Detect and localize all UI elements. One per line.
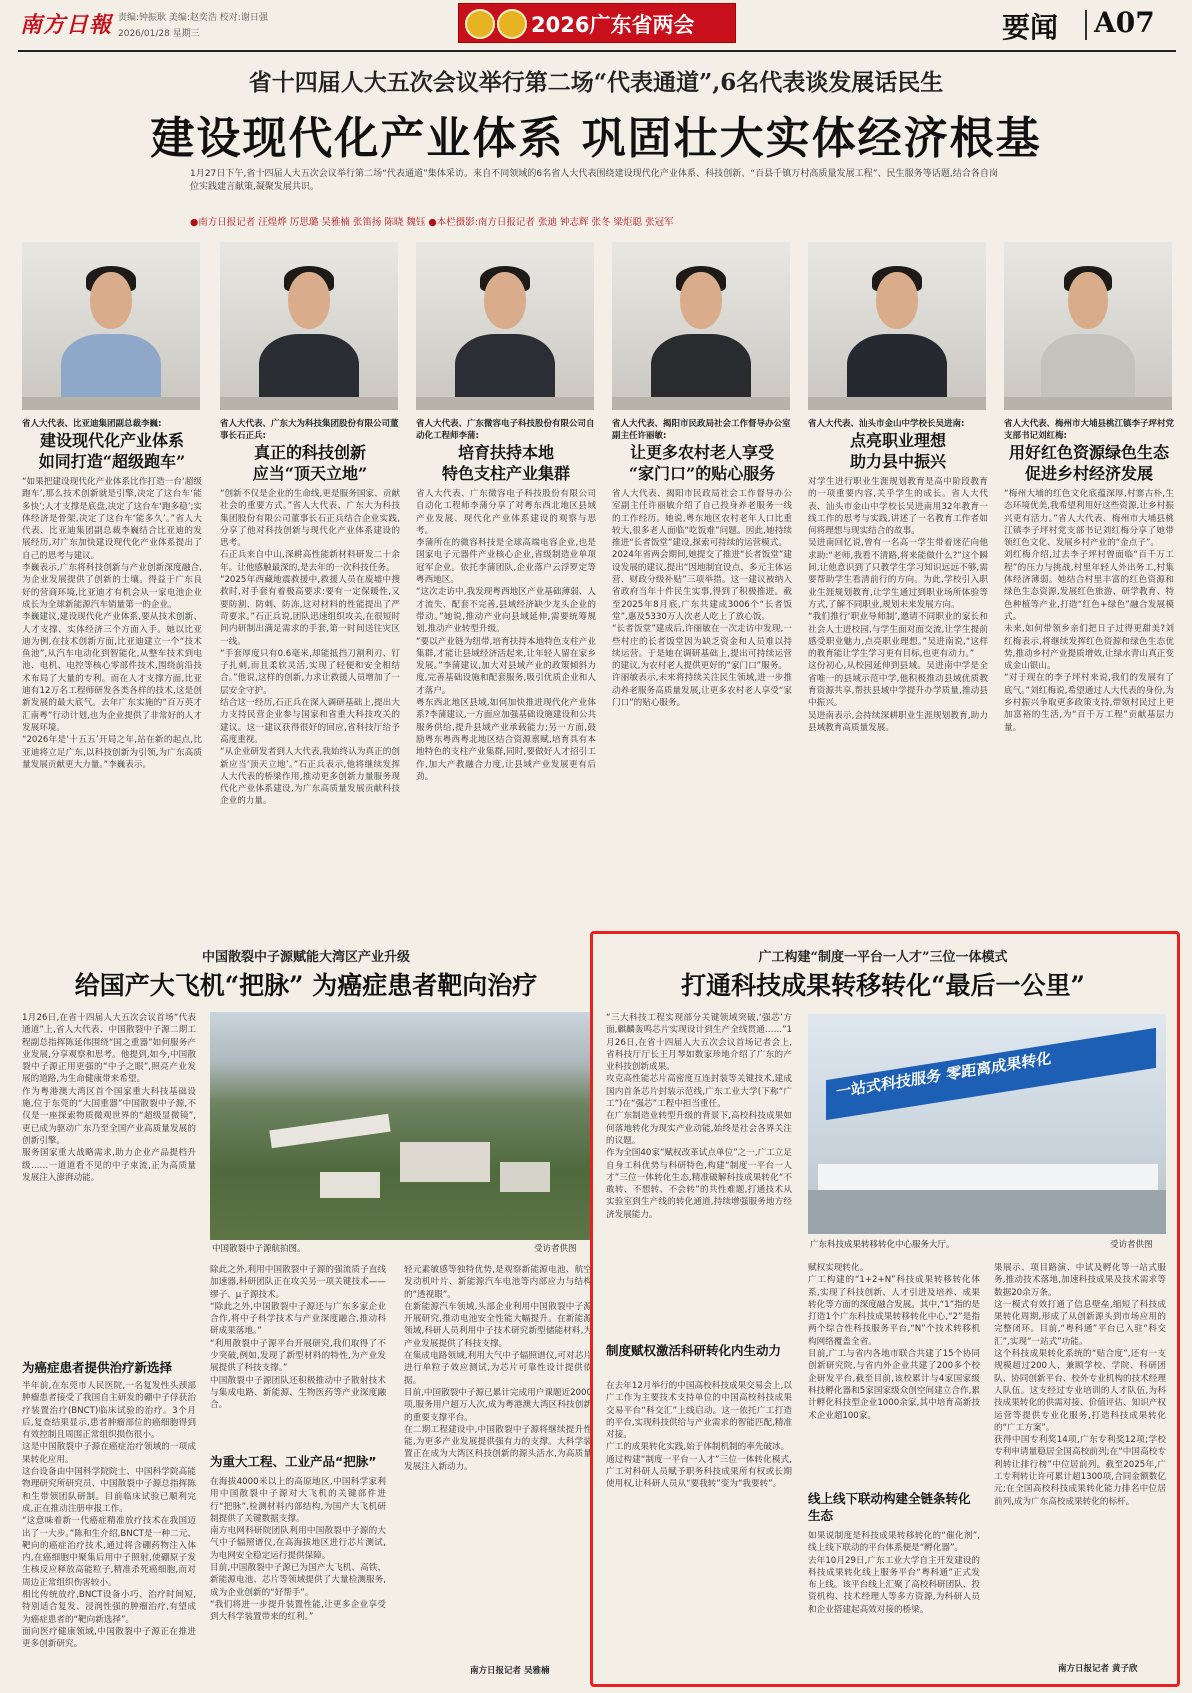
right-story-kicker: 广工构建“制度一平台一人才”三位一体模式 <box>758 950 1008 965</box>
page-number: A07 <box>1094 6 1155 39</box>
left-story-byline: 南方日报记者 吴雅楠 <box>470 1666 550 1676</box>
left-story-subhead: 为癌症患者提供治疗新选择 <box>22 1360 173 1375</box>
date-line: 2026/01/28 星期三 <box>118 29 200 39</box>
rep-label: 省人大代表、比亚迪集团副总裁李巍: <box>22 419 162 429</box>
emblem-icon <box>497 9 527 39</box>
facility-aerial-photo <box>210 1012 592 1240</box>
emblem-icon <box>465 9 495 39</box>
rep-label: 省人大代表、梅州市大埔县桃江镇李子坪村党支部书记刘红梅: <box>1004 419 1175 441</box>
rep-column <box>22 418 202 908</box>
right-story-body: 如果说制度是科技成果转移转化的“催化剂”,线上线下联动的平台体系便是“孵化器”。 去年10月29日,广东工业大学自主开发建设的科技成果转化线上服务平台“粤科通”正式发布上线。该平台线上汇聚了高校科研团队、投资机构、技术经理人等多方资源,为科研人员和企业搭建起高效对接的桥梁。 <box>808 1531 980 1615</box>
left-story-intro: 1月26日,在省十四届人大五次会议首场“代表通道”上,省人大代表、中国散裂中子源二期工程副总指挥陈延伟围绕“国之重器”如何服务产业发展,分享观察和思考。他提到,如今,中国散裂中子源正用更强的“中子之眼”,照亮产业发展的道路,为生命健康带来希望。 作为粤港澳大湾区首个国家重大科技基础设施,位于东莞的“大国重器”中国散裂中子源,不仅是一座探索物质微观世界的“超级显微镜”,更已成为驱动广东乃至全国产业高质量发展的创新引擎。 服务国家重大战略需求,助力企业产品提档升级……一道道看不见的中子束流,正为高质量发展注入澎湃动能。 <box>22 1013 196 1183</box>
rep-title: 应当“顶天立地” <box>252 464 368 483</box>
rep-body: 省人大代表、广东微容电子科技股份有限公司自动化工程师李蒲分享了对粤东西北地区县域产业发展、现代化产业体系建设的观察与思考。 李蒲所在的微容科技是全球高端电容企业,也是国家电子元器件产业核心企业,省级制造业单项冠军企业。依托李蒲团队,企业落户云浮罗定等粤西地区。 “这次走访中,我发现粤西地区产业基础薄弱、人才流失、配套不完善,县域经济缺少龙头企业的带动。”她说,推动产业向县域延伸,需要统筹规划,推动产业转型升级。 “要以产业链为纽带,培育扶持本地特色支柱产业集群,才能让县域经济活起来,让年轻人留在家乡发展。”李蒲建议,加大对县域产业的政策倾斜力度,完善基础设施和配套服务,吸引优质企业和人才落户。 粤东西北地区县域,如何加快推进现代化产业体系?李蒲建议,一方面应加强基础设施建设和公共服务供给,提升县域产业承载能力;另一方面,鼓励粤东粤西粤北地区结合资源禀赋,培育具有本地特色的支柱产业集群,同时,要做好人才招引工作,加大产教融合力度,让县域产业发展更有后劲。 <box>416 489 596 782</box>
right-story-body: 果展示、项目路演、中试及孵化等一站式服务,推动技术落地,加速科技成果及技术需求等数据20余万条。 这一模式有效打通了信息壁垒,缩短了科技成果转化周期,形成了从创新源头到市场应用的完整闭环。目前,“粤科通”平台已入驻“科交汇”,实现“一站式”功能。 这个科技成果转化系统的“贴合度”,还有一支规模超过200人、兼顾学校、学院、科研团队、协同创新平台、校外专业机构的技术经理人队伍。这支经过专业培训的人才队伍,为科技成果转化的供需对接、价值评估、知识产权运营等提供专业化服务,打造科技成果转化的“广工方案”。 获得中国专利奖14项,广东专利奖12项;学校专利申请量稳居全国高校前列;在“中国高校专利转让排行榜”中位居前列。截至2025年,广工专利转让许可累计超1300项,合同金额数亿元;在全国高校科技成果转化能力排名中位居前列,成为广东高校成果转化的标杆。 <box>994 1263 1166 1507</box>
rep-body: “如果把建设现代化产业体系比作打造一台‘超级跑车’,那么技术创新就是引擎,决定了这台车‘能多快’;人才支撑是底盘,决定了这台车‘跑多稳’;实体经济是骨架,决定了这台车‘能多久’。”省人大代表、比亚迪集团副总裁李巍结合比亚迪的发展经历,对广东加快建设现代化产业体系提出了自己的思考与建议。 李巍表示,广东将科技创新与产业创新深度融合,为企业发展提供了创新的土壤。得益于广东良好的营商环境,比亚迪才有机会从一家电池企业成长为全球新能源汽车销量第一的企业。 李巍建议,建设现代化产业体系,要从技术创新、人才支撑、实体经济三个方面入手。她以比亚迪为例,在技术创新方面,比亚迪建立一个“技术鱼池”,从汽车电动化到智能化,从整车技术到电池、电机、电控等核心零部件技术,围绕前沿技术布局了大量的专利。而在人才支撑方面,比亚迪有12万名工程师研发各类各样的技术,这是创新发展的最大底气。去年广东实施的“百万英才汇南粤”行动计划,也为企业提供了非常好的人才发展环境。 “2026年是‘十五五’开局之年,站在新的起点,比亚迪将立足广东,以科技创新为引领,为广东高质量发展贡献更大力量。”李巍表示。 <box>22 477 202 770</box>
rep-title: 如同打造“超级跑车” <box>38 452 186 471</box>
rep-label: 省人大代表、揭阳市民政局社会工作督导办公室副主任许丽敏: <box>612 419 791 441</box>
rep-title: 培育扶持本地 <box>457 443 554 462</box>
left-story-body: 除此之外,利用中国散裂中子源的强流质子直线加速器,科研团队正在攻关另一项关键技术——缪子、μ子源技术。 “除此之外,中国散裂中子源还与广东多家企业合作,将中子科学技术与产业深度融合,推动科研成果落地。” “利用散裂中子源平台开展研究,我们取得了不少突破,例如,发现了新型材料的特性,为产业发展提供了科技支撑。” 中国散裂中子源团队还积极推动中子散射技术与集成电路、新能源、生物医药等产业深度融合。 <box>210 1265 386 1411</box>
rep-body: “创新不仅是企业的生命线,更是服务国家、贡献社会的重要方式。”省人大代表、广东大为科技集团股份有限公司董事长石正兵结合企业实践,分享了他对科技创新与现代化产业体系建设的思考。 石正兵来自中山,深耕高性能新材料研发二十余年。让他感触最深的,是去年的一次科技任务。 “2025年西藏地震救援中,救援人员在废墟中搜救时,对手套有着极高要求:要有一定保暖性,又要防割、防刺、防冻,这对材料的性能提出了严苛要求。”石正兵说,团队迅速组织攻关,在很短时间内研制出满足需求的手套,第一时间送往灾区一线。 “手套厚度只有0.6毫米,却能抵挡刀割利刃、钉子扎刺,而且柔软灵活,实现了轻便和安全相结合。”他说,这样的创新,力求让救援人员增加了一层安全守护。 结合这一经历,石正兵在深入调研基础上,提出大力支持民营企业参与国家和省重大科技攻关的建议。这一建议获得很好的回应,省科技厅给予高度重视。 “从企业研发者到人大代表,我始终认为真正的创新应当‘顶天立地’。”石正兵表示,他将继续发挥人大代表的桥梁作用,推动更多创新力量服务现代化产业体系建设,为广东高质量发展贡献科技企业的力量。 <box>220 489 400 807</box>
rep-title: 促进乡村经济发展 <box>1024 464 1153 483</box>
right-story-body: 在去年12月举行的中国高校科技成果交易会上,以广工作为主要技术支持单位的中国高校科技成果交易平台“科交汇”上线启动。这一依托广工打造的平台,实现科技供给与产业需求的智能匹配,精准对接。 广工的成果转化实践,始于体制机制的率先破冰。 通过构建“制度一平台一人才”三位一体转化模式,广工对科研人员赋予职务科技成果所有权或长期使用权,让科研人员从“要我转”变为“我要转”。 <box>606 1381 792 1490</box>
rep-title: 特色支柱产业集群 <box>441 464 570 483</box>
rep-body: 省人大代表、揭阳市民政局社会工作督导办公室副主任许丽敏介绍了自己投身养老服务一线的工作经历。她说,粤东地区农村老年人口比重较大,很多老人面临“吃饭难”问题。因此,她持续推进“长者饭堂”建设,探索可持续的运营模式。 2024年省两会期间,她提交了推进“长者饭堂”建设发展的建议,提出“因地制宜设点、多元主体运营、财政分级补贴”三项举措。这一建议被纳入省政府当年十件民生实事,得到了积极推进。截至2025年8月底,广东共建成3006个“长者饭堂”,惠及5330万人次老人吃上了放心饭。 “长者饭堂”建成后,许丽敏在一次走访中发现,一些村庄的长者饭堂因为缺乏资金和人员难以持续运营。于是她在调研基础上,提出可持续运营的建议,为农村老人提供更好的“家门口”服务。 许丽敏表示,未来将持续关注民生领域,进一步推动养老服务高质量发展,让更多农村老人享受“家门口”的贴心服务。 <box>612 489 792 709</box>
lead-byline: ●南方日报记者 汪煌烨 厉思璐 吴雅楠 张笛扬 陈晓 魏钰 ●本栏摄影:南方日报记者 张迪 钟志辉 张冬 梁炬聪 张冠军 <box>190 217 674 228</box>
left-story-body: 半年前,在东莞市人民医院,一名复发性头颈部肿瘤患者接受了我国自主研发的硼中子俘获治疗装置治疗(BNCT)临床试验的治疗。3个月后,复查结果显示,患者肿瘤部位的癌细胞得到有效控制且周围正常组织损伤很小。 这是中国散裂中子源在癌症治疗领域的一项成果转化应用。 这台设备由中国科学院院士、中国科学院高能物理研究所研究员、中国散裂中子源总指挥陈和生带领团队研制。目前临床试验已顺利完成,正在推动注册申报工作。 “这意味着新一代癌症精准放疗技术在我国迈出了一大步。”陈和生介绍,BNCT是一种二元、靶向的癌症治疗技术,通过将含硼药物注入体内,在癌细胞中聚集后用中子照射,使硼原子发生核反应释放高能粒子,精准杀死癌细胞,而对周边正常组织伤害较小。 相比传统放疗,BNCT设备小巧、治疗时间短,特别适合复发、浸润性强的肿瘤治疗,有望成为癌症患者的“靶向新选择”。 面向医疗健康领域,中国散裂中子源正在推进更多创新研究。 <box>22 1381 196 1650</box>
photo-caption: 广东科技成果转移转化中心服务大厅。 <box>810 1240 955 1250</box>
rep-title: 用好红色资源绿色生态 <box>1008 443 1169 462</box>
rep-column <box>1004 418 1174 920</box>
lead-kicker: 省十四届人大五次会议举行第二场“代表通道”,6名代表谈发展话民生 <box>248 69 944 96</box>
portrait-photo <box>220 242 398 410</box>
right-story-subhead: 制度赋权激活科研转化内生动力 <box>606 1343 782 1358</box>
masthead-rule <box>18 50 1176 52</box>
left-story-kicker: 中国散裂中子源赋能大湾区产业升级 <box>201 950 410 965</box>
rep-title: 让更多农村老人享受 <box>629 443 774 462</box>
portrait-photo <box>612 242 790 410</box>
rep-column <box>808 418 988 908</box>
rep-label: 省人大代表、广东微容电子科技股份有限公司自动化工程师李蒲: <box>416 419 595 441</box>
right-story-byline: 南方日报记者 黄子欣 <box>1058 1664 1138 1674</box>
photo-caption: 中国散裂中子源航拍图。 <box>212 1244 306 1254</box>
portrait-photo <box>22 242 200 410</box>
portrait-photo <box>416 242 594 410</box>
rep-body: 对学生进行职业生涯规划教育是高中阶段教育的一项重要内容,关乎学生的成长。省人大代表、汕头市金山中学校长吴进南用32年教育一线工作的思考与实践,讲述了一名教育工作者如何将理想与现实结合的故事。 吴进南回忆说,曾有一名高一学生带着迷茫向他求助:“老师,我看不清路,将来能做什么?”这个瞬间,让他意识到了只教学生学习知识远远不够,需要帮助学生看清前行的方向。为此,学校引入职业生涯规划教育,让学生通过到职业场所体验等方式,了解不同职业,规划未来发展方向。 “我们推行‘职业导师制’,邀请不同职业的家长和社会人士进校园,与学生面对面交流,让学生提前感受职业魅力,点亮职业理想。”吴进南说,“这样的教育能让学生学习更有目标,也更有动力。” 这份初心,从校园延伸到县域。吴进南中学是全省唯一的县域示范中学,他积极推动县域优质教育资源共享,帮扶县域中学提升办学质量,推动县中振兴。 吴进南表示,会持续深耕职业生涯规划教育,助力县域教育高质量发展。 <box>808 477 988 733</box>
right-story-subhead: 线上线下联动构建全链条转化生态 <box>808 1491 971 1523</box>
editor-line: 责编:钟振耿 美编:赵奕浩 校对:谢日强 <box>118 13 268 23</box>
banner-text: 2026广东省两会 <box>531 13 695 37</box>
left-story-subhead: 为重大工程、工业产品“把脉” <box>210 1454 377 1469</box>
rep-column <box>612 418 792 920</box>
photo-credit: 受访者供图 <box>534 1244 577 1254</box>
photo-credit: 受访者供图 <box>1110 1240 1153 1250</box>
rep-column <box>220 418 400 920</box>
rep-label: 省人大代表、汕头市金山中学校长吴进南: <box>808 419 965 429</box>
service-hall-photo <box>808 1014 1166 1234</box>
right-story-body: 赋权实现转化。 广工构建的“1+2+N”科技成果转移转化体系,实现了科技创新、人才引进及培养、成果转化等方面的深度融合发展。其中,“1”指的是打造1个广东科技成果转移转化中心,“2”是指两个综合性科技服务平台,“N”个技术转移机构网络覆盖全省。 目前,广工与省内各地市联合共建了15个协同创新研究院,与省内外企业共建了200多个校企研发平台,截至目前,该校累计与4家国家级科技孵化器和5家国家级众创空间建立合作,累计孵化科技型企业1000余家,其中培育高新技术企业超100家。 <box>808 1263 980 1421</box>
right-story-intro: “三大科技工程实现部分关键领域突破,‘强芯’方面,麒麟轰鸣芯片实现设计到生产全线贯通……”1月26日,在省十四届人大五次会议首场记者会上,省科技厅厅长王月琴如数家珍地介绍了广东的产业科技创新成果。 攻克高性能芯片高密度互连封装等关键技术,建成国内首条芯片封装示范线,广东工业大学(下称“广工”)在“强芯”工程中担当重任。 在广东制造业转型升级的背景下,高校科技成果如何落地转化为现实产业动能,始终是社会各界关注的议题。 作为全国40家“赋权改革试点单位”之一,广工立足自身工科优势与科研特色,构建“制度一平台一人才”三位一体转化生态,精准破解科技成果转化“不敢转、不想转、不会转”的共性难题,打通技术从实验室到生产线的转化通道,持续增强服务地方经济发展能力。 <box>606 1013 792 1220</box>
rep-body: “梅州大埔的红色文化底蕴深厚,村寨古朴,生态环境优美,我希望利用好这些资源,让乡村振兴更有活力。”省人大代表、梅州市大埔县桃江镇李子坪村党支部书记刘红梅分享了她带领红色文化、发展乡村产业的“金点子”。 刘红梅介绍,过去李子坪村曾面临“百千万工程”的压力与挑战,村里年轻人外出务工,村集体经济薄弱。她结合村里丰富的红色资源和绿色生态资源,发展红色旅游、研学教育、特色种植等产业,打造“红色+绿色”融合发展模式。 未来,如何带领乡亲们把日子过得更甜美?刘红梅表示,将继续发挥红色资源和绿色生态优势,推动乡村产业提质增效,让绿水青山真正变成金山银山。 “对于现在的李子坪村来说,我们的发展有了底气。”刘红梅说,希望通过人大代表的身份,为乡村振兴争取更多政策支持,带领村民过上更加富裕的生活,为“百千万工程”贡献基层力量。 <box>1004 489 1174 733</box>
photo-sign-text: 一站式科技服务 零距离成果转化 <box>836 1048 1052 1102</box>
lead-summary: 1月27日下午,省十四届人大五次会议举行第二场“代表通道”集体采访。来自不同领域的6名省人大代表围绕建设现代化产业体系、科技创新、“百县千镇万村高质量发展工程”、民生服务等话题,结合各自岗位实践建言献策,凝聚发展共识。 <box>190 169 998 192</box>
section-divider <box>1085 10 1087 40</box>
rep-title: 点亮职业理想 <box>849 431 946 450</box>
rep-title: 建设现代化产业体系 <box>39 431 184 450</box>
rep-title: 真正的科技创新 <box>253 443 366 462</box>
left-story-body: 轻元素敏感等独特优势,是观察新能源电池、航空发动机叶片、新能源汽车电池等内部应力与结构的“透视眼”。 在新能源汽车领域,头部企业利用中国散裂中子源开展研究,推动电池安全性能大幅提升。在新能源领域,科研人员利用中子技术研究新型储能材料,为产业发展提供了科技支撑。 在集成电路领域,利用大气中子辐照谱仪,可对芯片进行单粒子效应测试,为芯片可靠性设计提供依据。 目前,中国散裂中子源已累计完成用户课题近2000项,服务用户超万人次,成为粤港澳大湾区科技创新的重要支撑平台。 在二期工程建设中,中国散裂中子源将继续提升性能,为更多产业发展提供强有力的支撑。大科学装置正在成为大湾区科技创新的源头活水,为高质量发展注入新动力。 <box>404 1265 592 1472</box>
left-story-headline: 给国产大飞机“把脉” 为癌症患者靶向治疗 <box>74 971 538 1000</box>
left-story-body: 在海拔4000米以上的高原地区,中国科学家利用中国散裂中子源对大飞机的关键部件进行“把脉”,检测材料内部结构,为国产大飞机研制提供了关键数据支撑。 南方电网科研院团队利用中国散裂中子源的大气中子辐照谱仪,在高海拔地区进行芯片测试,为电网安全稳定运行提供保障。 目前,中国散裂中子源已为国产大飞机、高铁、新能源电池、芯片等领域提供了大量检测服务,成为企业创新的“好帮手”。 “我们将进一步提升装置性能,让更多企业享受到大科学装置带来的红利。” <box>210 1477 386 1623</box>
portrait-photo <box>1004 242 1172 410</box>
lead-headline: 建设现代化产业体系 巩固壮大实体经济根基 <box>150 113 1042 164</box>
rep-label: 省人大代表、广东大为科技集团股份有限公司董事长石正兵: <box>220 419 399 441</box>
section-name: 要闻 <box>1002 11 1059 44</box>
portrait-photo <box>808 242 986 410</box>
rep-title: 助力县中振兴 <box>849 452 946 471</box>
rep-title: “家门口”的贴心服务 <box>628 464 776 483</box>
session-banner <box>458 3 736 43</box>
rep-column <box>416 418 596 920</box>
right-story-headline: 打通科技成果转移转化“最后一公里” <box>681 971 1085 1000</box>
newspaper-logo: 南方日報 <box>20 12 113 38</box>
masthead <box>0 0 1192 58</box>
